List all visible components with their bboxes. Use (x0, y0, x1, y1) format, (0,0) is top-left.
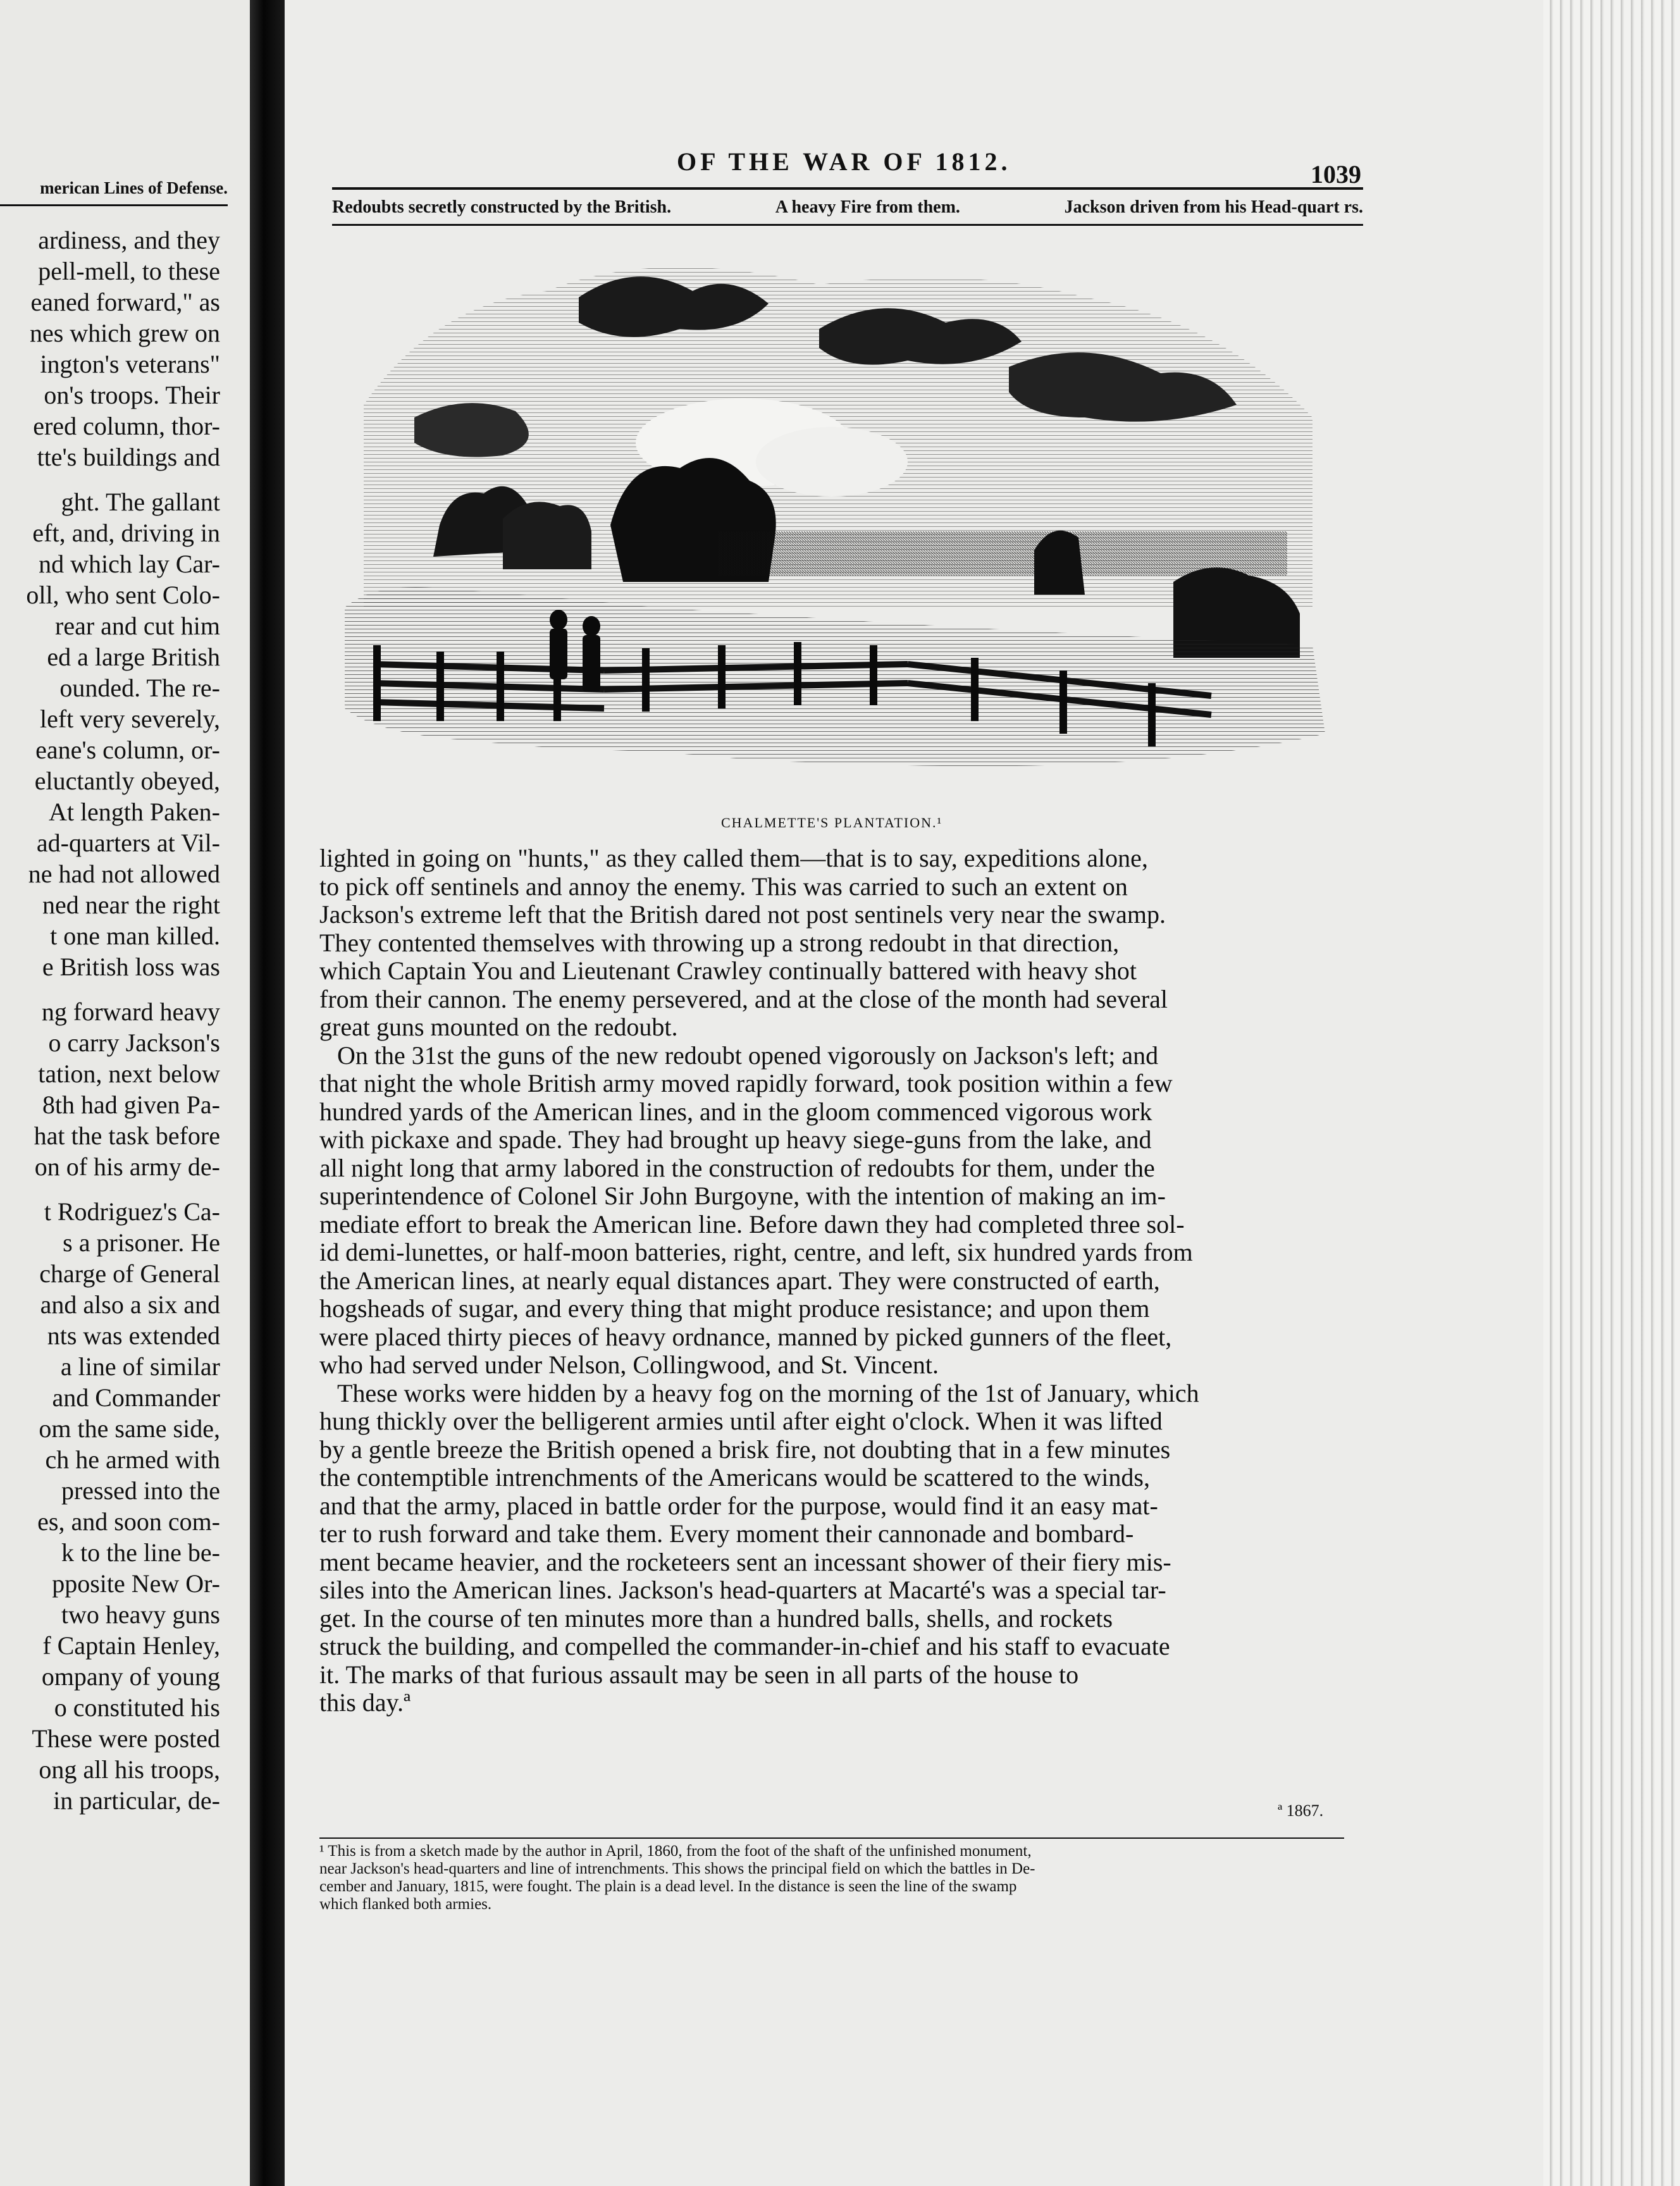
body-text-line: get. In the course of ten minutes more than a hundred balls, shells, and rockets (319, 1603, 1113, 1633)
left-text-line: At length Paken- (48, 798, 220, 826)
body-text-line: superintendence of Colonel Sir John Burgoyne, with the intention of making an im- (319, 1182, 1166, 1210)
left-text-line: om the same side, (39, 1414, 220, 1443)
left-text-line: tation, next below (38, 1059, 220, 1088)
summary-item: Redoubts secretly constructed by the British. (332, 197, 672, 217)
left-text-line: ounded. The re- (59, 674, 220, 702)
left-text-line: ght. The gallant (61, 488, 220, 516)
book-gutter (250, 0, 285, 2186)
body-text-line: hogsheads of sugar, and every thing that might produce resistance; and upon them (319, 1294, 1150, 1323)
left-text-line: k to the line be- (61, 1538, 220, 1567)
left-text-line: a line of similar (60, 1352, 220, 1381)
date-note: ª 1867. (1278, 1801, 1324, 1820)
left-text-line: es, and soon com- (37, 1507, 220, 1536)
body-text-line: Jackson's extreme left that the British dared not post sentinels very near the swamp. (319, 900, 1166, 929)
left-page (0, 0, 250, 2186)
body-text-line: to pick off sentinels and annoy the enemy. This was carried to such an extent on (319, 872, 1128, 901)
body-text-line: who had served under Nelson, Collingwood, and St. Vincent. (319, 1350, 939, 1379)
left-text-line: ned near the right (42, 891, 220, 919)
body-text-line: were placed thirty pieces of heavy ordnance, manned by picked gunners of the fleet, (319, 1322, 1172, 1351)
body-text-line: the American lines, at nearly equal distances apart. They were constructed of earth, (319, 1266, 1160, 1295)
chapter-summary (332, 187, 1363, 226)
left-text-line: hat the task before (34, 1121, 220, 1150)
body-text-line: id demi-lunettes, or half-moon batteries, right, centre, and left, six hundred yards from (319, 1238, 1193, 1266)
left-text-line: t one man killed. (50, 922, 220, 950)
left-text-line: ompany of young (41, 1662, 220, 1691)
left-text-line: nes which grew on (29, 319, 220, 347)
left-text-line: s a prisoner. He (63, 1228, 220, 1257)
left-text-line: and also a six and (40, 1290, 220, 1319)
body-text-line: mediate effort to break the American line. Before dawn they had completed three sol- (319, 1209, 1185, 1238)
left-text-line: rear and cut him (55, 612, 220, 640)
body-text-line: this day.ª (319, 1688, 411, 1717)
left-text-line: ng forward heavy (41, 997, 220, 1026)
left-text-line: eane's column, or- (35, 736, 220, 764)
body-text-line: all night long that army labored in the construction of redoubts for them, under the (319, 1153, 1155, 1182)
body-text-line: lighted in going on "hunts," as they called them—that is to say, expeditions alone, (319, 844, 1148, 872)
left-text-line: in particular, de- (53, 1786, 220, 1815)
body-text-line: and that the army, placed in battle order for the purpose, would find it an easy mat- (319, 1491, 1158, 1520)
left-text-line: and Commander (52, 1383, 220, 1412)
chalmette-plantation-engraving (338, 253, 1338, 810)
summary-item: A heavy Fire from them. (775, 197, 960, 217)
footnote-line: ¹ This is from a sketch made by the author in April, 1860, from the foot of the shaft of the unfinished monument, (319, 1843, 1032, 1860)
left-page-text (0, 225, 220, 1816)
footnote (319, 1837, 1344, 1913)
body-text-line: that night the whole British army moved rapidly forward, took position within a few (319, 1069, 1173, 1097)
left-text-line: t Rodriguez's Ca- (44, 1197, 220, 1226)
left-text-line: eaned forward," as (30, 288, 220, 316)
body-text-line: it. The marks of that furious assault may be seen in all parts of the house to (319, 1660, 1079, 1689)
left-text-line: pposite New Or- (52, 1569, 220, 1598)
left-text-line: on's troops. Their (44, 381, 220, 409)
left-text-line: ered column, thor- (33, 412, 220, 440)
body-text-line: hung thickly over the belligerent armies until after eight o'clock. When it was lifted (319, 1407, 1163, 1435)
body-text-line: hundred yards of the American lines, and in the gloom commenced vigorous work (319, 1097, 1152, 1126)
body-text-line: which Captain You and Lieutenant Crawley continually battered with heavy shot (319, 956, 1137, 985)
left-text-line: ch he armed with (45, 1445, 220, 1474)
left-text-line: o carry Jackson's (48, 1028, 220, 1057)
footnote-line: cember and January, 1815, were fought. The plain is a dead level. In the distance is seen the line of the swamp (319, 1878, 1017, 1895)
body-text-line: ment became heavier, and the rocketeers sent an incessant shower of their fiery mis- (319, 1547, 1171, 1576)
left-text-line: oll, who sent Colo- (26, 581, 220, 609)
left-text-line: on of his army de- (34, 1152, 220, 1181)
left-text-line: ington's veterans" (40, 350, 220, 378)
left-text-line: pressed into the (61, 1476, 220, 1505)
body-text-line: siles into the American lines. Jackson's head-quarters at Macarté's was a special tar- (319, 1576, 1166, 1604)
footnote-line: near Jackson's head-quarters and line of intrenchments. This shows the principal field on which the battles in De- (319, 1860, 1035, 1877)
body-text-line: On the 31st the guns of the new redoubt opened vigorously on Jackson's left; and (337, 1041, 1159, 1070)
left-text-line: eluctantly obeyed, (34, 767, 220, 795)
left-text-line: ardiness, and they (38, 226, 220, 254)
body-text-line: struck the building, and compelled the commander-in-chief and his staff to evacuate (319, 1632, 1170, 1660)
left-text-line: nd which lay Car- (39, 550, 220, 578)
body-text-line: with pickaxe and spade. They had brought up heavy siege-guns from the lake, and (319, 1125, 1152, 1154)
body-text-line: ter to rush forward and take them. Every moment their cannonade and bombard- (319, 1519, 1134, 1548)
page-number: 1039 (1311, 160, 1361, 188)
body-text-line: the contemptible intrenchments of the Americans would be scattered to the winds, (319, 1463, 1150, 1491)
left-page-header: merican Lines of Defense. (0, 178, 228, 206)
left-text-line: left very severely, (39, 705, 220, 733)
left-text-line: pell-mell, to these (38, 257, 220, 285)
left-text-line: These were posted (32, 1724, 220, 1753)
left-text-line: charge of General (39, 1259, 220, 1288)
left-text-line: o constituted his (54, 1693, 220, 1722)
body-text-line: from their cannon. The enemy persevered, and at the close of the month had several (319, 984, 1168, 1013)
body-text-line: These works were hidden by a heavy fog on the morning of the 1st of January, which (337, 1378, 1199, 1407)
body-text-line: great guns mounted on the redoubt. (319, 1013, 678, 1041)
left-text-line: ed a large British (47, 643, 220, 671)
left-text-line: ne had not allowed (28, 860, 220, 888)
left-text-line: nts was extended (47, 1321, 220, 1350)
body-text-line: by a gentle breeze the British opened a brisk fire, not doubting that in a few minutes (319, 1435, 1171, 1464)
left-text-line: tte's buildings and (37, 443, 220, 471)
left-text-line: 8th had given Pa- (42, 1090, 220, 1119)
summary-item: Jackson driven from his Head-quart rs. (1064, 197, 1363, 217)
footnote-line: which flanked both armies. (319, 1896, 492, 1913)
left-text-line: ong all his troops, (39, 1755, 220, 1784)
illustration-caption: CHALMETTE'S PLANTATION.¹ (721, 815, 943, 831)
left-text-line: f Captain Henley, (42, 1631, 220, 1660)
left-text-line: e British loss was (42, 953, 220, 981)
body-text-line: They contented themselves with throwing up a strong redoubt in that direction, (319, 928, 1120, 957)
body-text (319, 844, 1344, 1717)
left-text-line: ad-quarters at Vil- (36, 829, 220, 857)
running-head: OF THE WAR OF 1812. (677, 147, 1011, 176)
page-edges (1543, 0, 1680, 2186)
left-text-line: eft, and, driving in (32, 519, 220, 547)
left-text-line: two heavy guns (61, 1600, 220, 1629)
